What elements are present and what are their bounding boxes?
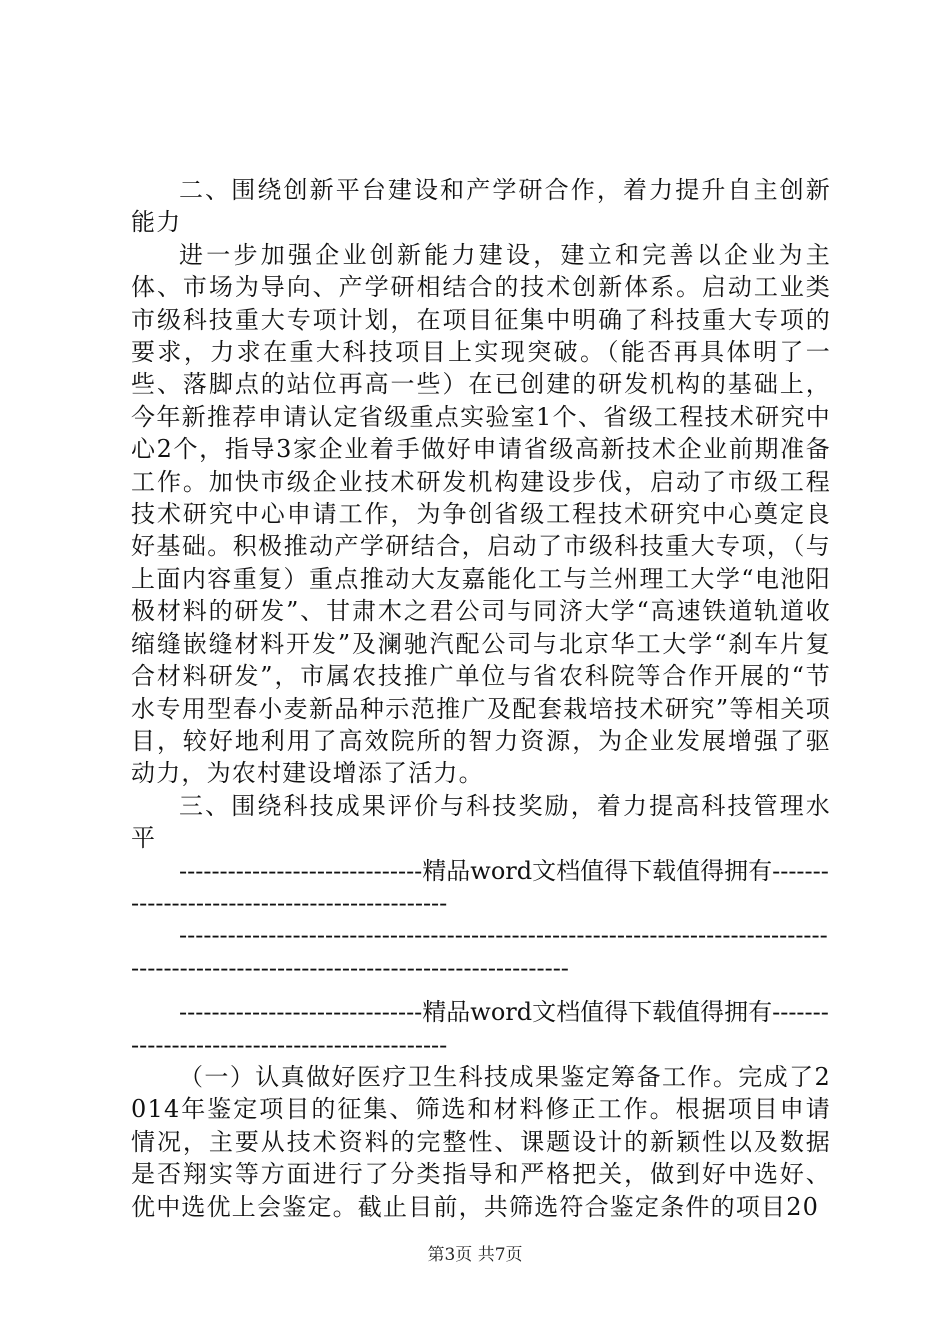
dash-separator: -------------------------------------------------------------------------------------------------------------------------------------- (131, 921, 828, 982)
document-body (131, 174, 831, 1223)
body-paragraph: 进一步加强企业创新能力建设，建立和完善以企业为主体、市场为导向、产学研相结合的技术创新体系。启动工业类市级科技重大专项计划，在项目征集中明确了科技重大专项的要求，力求在重大科技项目上实现突破。（能否再具体明了一些、落脚点的站位再高一些）在已创建的研发机构的基础上，今年新推荐申请认定省级重点实验室1个、省级工程技术研究中心2个，指导3家企业着手做好申请省级高新技术企业前期准备工作。加快市级企业技术研发机构建设步伐，启动了市级工程技术研究中心申请工作，为争创省级工程技术研究中心奠定良好基础。积极推动产学研结合，启动了市级科技重大专项，（与上面内容重复）重点推动大友嘉能化工与兰州理工大学“电池阳极材料的研发”、甘肃木之君公司与同济大学“高速铁道轨道收缩缝嵌缝材料开发”及澜驰汽配公司与北京华工大学“刹车片复合材料研发”，市属农技推广单位与省农科院等合作开展的“节水专用型春小麦新品种示范推广及配套栽培技术研究”等相关项目，较好地利用了高效院所的智力资源，为企业发展增强了驱动力，为农村建设增添了活力。 (131, 240, 831, 788)
section-heading-3: 三、围绕科技成果评价与科技奖励，着力提高科技管理水平 (131, 791, 831, 853)
spacer (131, 984, 831, 996)
page-footer: 第3页 共7页 (427, 1245, 523, 1265)
watermark-line: ------------------------------精品word文档值得下载值得拥有---------------------------------------------- (131, 856, 829, 917)
body-paragraph: （一）认真做好医疗卫生科技成果鉴定筹备工作。完成了2014年鉴定项目的征集、筛选和材料修正工作。根据项目申请情况，主要从技术资料的完整性、课题设计的新颖性以及数据是否翔实等方面进行了分类指导和严格把关，做到好中选好、优中选优上会鉴定。截止目前，共筛选符合鉴定条件的项目20 (131, 1062, 831, 1221)
section-heading-2: 二、围绕创新平台建设和产学研合作，着力提升自主创新能力 (131, 176, 831, 237)
watermark-line: ------------------------------精品word文档值得下载值得拥有---------------------------------------------- (131, 998, 829, 1059)
